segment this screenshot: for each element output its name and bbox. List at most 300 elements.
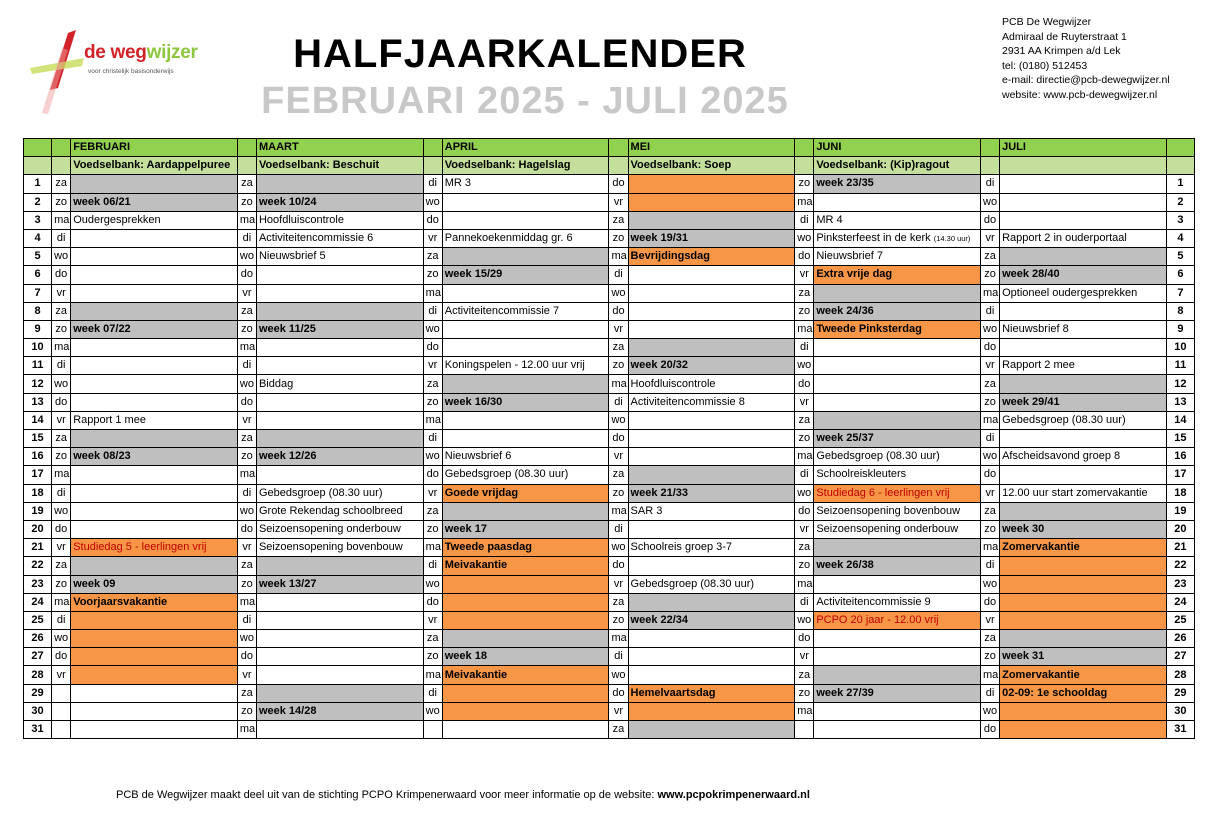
weekday-abbr: [52, 684, 71, 702]
weekday-abbr: za: [609, 339, 628, 357]
weekday-abbr: di: [795, 593, 814, 611]
weekday-abbr: do: [423, 466, 442, 484]
weekday-abbr: vr: [609, 702, 628, 720]
day-row: [24, 193, 1195, 211]
weekday-abbr: vr: [981, 484, 1000, 502]
day-number: 22: [24, 557, 52, 575]
event-cell: week 07/22: [71, 320, 238, 338]
day-number: 29: [24, 684, 52, 702]
empty-cell: [256, 339, 423, 357]
weekday-abbr: do: [981, 339, 1000, 357]
empty-cell: [628, 430, 795, 448]
weekday-abbr: ma: [981, 539, 1000, 557]
page-subtitle: FEBRUARI 2025 - JULI 2025: [261, 80, 789, 122]
day-row: [24, 520, 1195, 538]
foodbank-label: [1000, 157, 1167, 175]
empty-cell: [71, 430, 238, 448]
empty-cell: [628, 648, 795, 666]
weekday-abbr: di: [423, 557, 442, 575]
weekday-abbr: di: [52, 484, 71, 502]
empty-cell: [628, 466, 795, 484]
weekday-abbr: wo: [52, 502, 71, 520]
empty-cell: [442, 375, 609, 393]
day-number: 8: [24, 302, 52, 320]
empty-cell: [814, 339, 981, 357]
weekday-abbr: zo: [52, 575, 71, 593]
event-cell: week 20/32: [628, 357, 795, 375]
weekday-abbr: do: [609, 175, 628, 193]
event-cell: SAR 3: [628, 502, 795, 520]
day-row: [24, 448, 1195, 466]
day-number: 18: [24, 484, 52, 502]
header-spacer: [423, 157, 442, 175]
day-number: 11: [24, 357, 52, 375]
event-time-note: (14.30 uur): [933, 234, 971, 244]
weekday-abbr: wo: [795, 229, 814, 247]
weekday-abbr: di: [981, 684, 1000, 702]
empty-cell: [814, 375, 981, 393]
day-number: 15: [24, 430, 52, 448]
empty-cell: [1000, 375, 1167, 393]
event-cell: week 22/34: [628, 611, 795, 629]
weekday-abbr: vr: [423, 484, 442, 502]
weekday-abbr: wo: [981, 193, 1000, 211]
empty-cell: [1000, 593, 1167, 611]
empty-cell: [1000, 630, 1167, 648]
foodbank-label: Voedselbank: Beschuit: [256, 157, 423, 175]
event-cell: Afscheidsavond groep 8: [1000, 448, 1167, 466]
day-number-right: 2: [1166, 193, 1194, 211]
day-row: [24, 229, 1195, 247]
event-cell: week 27/39: [814, 684, 981, 702]
event-cell: Voorjaarsvakantie: [71, 593, 238, 611]
event-cell: Hoofdluiscontrole: [256, 211, 423, 229]
footer-link[interactable]: www.pcpokrimpenerwaard.nl: [657, 789, 810, 801]
weekday-abbr: vr: [52, 539, 71, 557]
weekday-abbr: do: [609, 430, 628, 448]
weekday-abbr: zo: [237, 448, 256, 466]
empty-cell: [256, 430, 423, 448]
weekday-abbr: vr: [795, 266, 814, 284]
weekday-abbr: ma: [609, 630, 628, 648]
day-number-right: 31: [1166, 721, 1194, 739]
weekday-abbr: ma: [423, 284, 442, 302]
weekday-abbr: ma: [795, 193, 814, 211]
day-number-right: 5: [1166, 248, 1194, 266]
weekday-abbr: di: [237, 484, 256, 502]
month-header-row: [24, 139, 1195, 157]
weekday-abbr: vr: [423, 357, 442, 375]
event-cell: Rapport 1 mee: [71, 411, 238, 429]
day-number: 7: [24, 284, 52, 302]
empty-cell: [256, 648, 423, 666]
weekday-abbr: wo: [237, 630, 256, 648]
weekday-abbr: ma: [237, 721, 256, 739]
calendar-table: [23, 138, 1195, 739]
event-cell: Nieuwsbrief 8: [1000, 320, 1167, 338]
header-spacer: [795, 157, 814, 175]
empty-cell: [256, 630, 423, 648]
event-cell: week 17: [442, 520, 609, 538]
empty-cell: [814, 411, 981, 429]
weekday-abbr: zo: [52, 320, 71, 338]
day-number-right: 22: [1166, 557, 1194, 575]
day-number-right: 9: [1166, 320, 1194, 338]
event-cell: week 16/30: [442, 393, 609, 411]
weekday-abbr: do: [52, 648, 71, 666]
weekday-abbr: di: [423, 430, 442, 448]
month-header: JUNI: [814, 139, 981, 157]
weekday-abbr: za: [237, 175, 256, 193]
contact-line: tel: (0180) 512453: [1002, 59, 1088, 72]
header-spacer: [52, 157, 71, 175]
day-number: 6: [24, 266, 52, 284]
empty-cell: [442, 721, 609, 739]
day-number-right: 8: [1166, 302, 1194, 320]
event-cell: MR 4: [814, 211, 981, 229]
weekday-abbr: za: [52, 430, 71, 448]
month-header: FEBRUARI: [71, 139, 238, 157]
weekday-abbr: ma: [981, 411, 1000, 429]
weekday-abbr: zo: [981, 266, 1000, 284]
event-cell: week 30: [1000, 520, 1167, 538]
day-number-right: 29: [1166, 684, 1194, 702]
empty-cell: [71, 721, 238, 739]
event-cell: Hoofdluiscontrole: [628, 375, 795, 393]
weekday-abbr: di: [981, 557, 1000, 575]
event-cell: week 31: [1000, 648, 1167, 666]
empty-cell: [442, 702, 609, 720]
day-number-right: 30: [1166, 702, 1194, 720]
header-spacer: [981, 157, 1000, 175]
empty-cell: [1000, 193, 1167, 211]
event-cell: week 26/38: [814, 557, 981, 575]
empty-cell: [71, 611, 238, 629]
day-number: 4: [24, 229, 52, 247]
day-row: [24, 484, 1195, 502]
weekday-abbr: zo: [52, 193, 71, 211]
weekday-abbr: ma: [795, 448, 814, 466]
header-spacer: [795, 139, 814, 157]
weekday-abbr: wo: [52, 375, 71, 393]
weekday-abbr: ma: [795, 702, 814, 720]
day-number-right: 28: [1166, 666, 1194, 684]
day-number-right: 3: [1166, 211, 1194, 229]
weekday-abbr: do: [237, 266, 256, 284]
event-cell: Oudergesprekken: [71, 211, 238, 229]
weekday-abbr: zo: [795, 684, 814, 702]
event-cell: MR 3: [442, 175, 609, 193]
event-cell: week 08/23: [71, 448, 238, 466]
event-cell: Extra vrije dag: [814, 266, 981, 284]
empty-cell: [442, 575, 609, 593]
contact-block: [1002, 15, 1170, 103]
weekday-abbr: di: [237, 229, 256, 247]
weekday-abbr: di: [237, 357, 256, 375]
empty-cell: [256, 557, 423, 575]
header-corner: [1166, 157, 1194, 175]
weekday-abbr: ma: [795, 575, 814, 593]
day-number-right: 4: [1166, 229, 1194, 247]
day-number-right: 1: [1166, 175, 1194, 193]
event-cell: Seizoensopening bovenbouw: [256, 539, 423, 557]
weekday-abbr: do: [237, 648, 256, 666]
weekday-abbr: do: [237, 520, 256, 538]
event-cell: week 10/24: [256, 193, 423, 211]
weekday-abbr: do: [423, 593, 442, 611]
event-cell: Rapport 2 mee: [1000, 357, 1167, 375]
empty-cell: [256, 175, 423, 193]
empty-cell: [71, 520, 238, 538]
weekday-abbr: ma: [423, 411, 442, 429]
day-number-right: 21: [1166, 539, 1194, 557]
day-row: [24, 175, 1195, 193]
weekday-abbr: wo: [795, 611, 814, 629]
header-spacer: [609, 139, 628, 157]
logo-tagline: voor christelijk basisonderwijs: [88, 68, 174, 75]
event-cell: week 06/21: [71, 193, 238, 211]
weekday-abbr: do: [52, 266, 71, 284]
weekday-abbr: di: [609, 266, 628, 284]
empty-cell: [256, 666, 423, 684]
weekday-abbr: zo: [795, 557, 814, 575]
weekday-abbr: di: [52, 611, 71, 629]
weekday-abbr: vr: [423, 611, 442, 629]
logo-brand: de wegwijzer: [84, 42, 198, 63]
empty-cell: [628, 211, 795, 229]
day-number: 21: [24, 539, 52, 557]
event-cell: Activiteitencommissie 9: [814, 593, 981, 611]
weekday-abbr: ma: [237, 466, 256, 484]
day-row: [24, 702, 1195, 720]
weekday-abbr: di: [609, 648, 628, 666]
weekday-abbr: zo: [423, 393, 442, 411]
empty-cell: [442, 502, 609, 520]
event-cell: Gebedsgroep (08.30 uur): [442, 466, 609, 484]
weekday-abbr: vr: [52, 666, 71, 684]
weekday-abbr: za: [237, 684, 256, 702]
empty-cell: [628, 448, 795, 466]
event-cell: Schoolreis groep 3-7: [628, 539, 795, 557]
event-cell: week 29/41: [1000, 393, 1167, 411]
event-cell: Nieuwsbrief 6: [442, 448, 609, 466]
empty-cell: [256, 721, 423, 739]
weekday-abbr: za: [795, 284, 814, 302]
day-number: 5: [24, 248, 52, 266]
empty-cell: [1000, 502, 1167, 520]
weekday-abbr: wo: [423, 575, 442, 593]
empty-cell: [71, 393, 238, 411]
empty-cell: [628, 175, 795, 193]
weekday-abbr: ma: [237, 211, 256, 229]
header-spacer: [423, 139, 442, 157]
weekday-abbr: za: [52, 557, 71, 575]
event-cell: week 25/37: [814, 430, 981, 448]
day-number-right: 20: [1166, 520, 1194, 538]
empty-cell: [814, 666, 981, 684]
event-cell: Zomervakantie: [1000, 539, 1167, 557]
contact-line: Admiraal de Ruyterstraat 1: [1002, 30, 1127, 43]
weekday-abbr: zo: [423, 648, 442, 666]
weekday-abbr: di: [795, 211, 814, 229]
day-row: [24, 393, 1195, 411]
day-row: [24, 630, 1195, 648]
day-row: [24, 357, 1195, 375]
weekday-abbr: zo: [237, 702, 256, 720]
event-cell: week 15/29: [442, 266, 609, 284]
day-number: 10: [24, 339, 52, 357]
empty-cell: [71, 375, 238, 393]
day-number: 26: [24, 630, 52, 648]
day-number: 30: [24, 702, 52, 720]
day-number: 28: [24, 666, 52, 684]
empty-cell: [71, 684, 238, 702]
empty-cell: [71, 339, 238, 357]
event-cell: Seizoensopening onderbouw: [256, 520, 423, 538]
event-cell: Grote Rekendag schoolbreed: [256, 502, 423, 520]
weekday-abbr: do: [795, 630, 814, 648]
empty-cell: [442, 411, 609, 429]
weekday-abbr: za: [609, 593, 628, 611]
weekday-abbr: zo: [423, 266, 442, 284]
weekday-abbr: wo: [423, 448, 442, 466]
weekday-abbr: vr: [237, 539, 256, 557]
weekday-abbr: za: [981, 375, 1000, 393]
empty-cell: [442, 630, 609, 648]
weekday-abbr: [52, 702, 71, 720]
day-row: [24, 666, 1195, 684]
event-cell: Gebedsgroep (08.30 uur): [256, 484, 423, 502]
day-number-right: 18: [1166, 484, 1194, 502]
logo-swoosh-icon: [28, 28, 88, 118]
empty-cell: [1000, 466, 1167, 484]
weekday-abbr: wo: [52, 248, 71, 266]
weekday-abbr: vr: [52, 411, 71, 429]
month-header: MEI: [628, 139, 795, 157]
event-cell: Tweede paasdag: [442, 539, 609, 557]
day-row: [24, 575, 1195, 593]
day-row: [24, 648, 1195, 666]
weekday-abbr: zo: [237, 193, 256, 211]
empty-cell: [1000, 611, 1167, 629]
page-title: HALFJAARKALENDER: [293, 32, 747, 76]
event-cell: Nieuwsbrief 5: [256, 248, 423, 266]
event-cell: Studiedag 6 - leerlingen vrij: [814, 484, 981, 502]
weekday-abbr: vr: [795, 648, 814, 666]
header-corner: [24, 157, 52, 175]
empty-cell: [1000, 302, 1167, 320]
weekday-abbr: do: [795, 375, 814, 393]
day-number: 9: [24, 320, 52, 338]
event-cell: Optioneel oudergesprekken: [1000, 284, 1167, 302]
event-cell: Hemelvaartsdag: [628, 684, 795, 702]
empty-cell: [442, 339, 609, 357]
weekday-abbr: di: [423, 684, 442, 702]
day-row: [24, 502, 1195, 520]
weekday-abbr: ma: [423, 539, 442, 557]
empty-cell: [1000, 175, 1167, 193]
event-cell: Meivakantie: [442, 557, 609, 575]
weekday-abbr: wo: [981, 320, 1000, 338]
day-number-right: 11: [1166, 357, 1194, 375]
empty-cell: [71, 175, 238, 193]
event-cell: week 28/40: [1000, 266, 1167, 284]
empty-cell: [71, 502, 238, 520]
day-number-right: 17: [1166, 466, 1194, 484]
weekday-abbr: wo: [981, 448, 1000, 466]
empty-cell: [814, 630, 981, 648]
weekday-abbr: ma: [423, 666, 442, 684]
foodbank-label: Voedselbank: Hagelslag: [442, 157, 609, 175]
weekday-abbr: di: [609, 520, 628, 538]
weekday-abbr: di: [52, 229, 71, 247]
weekday-abbr: di: [981, 430, 1000, 448]
empty-cell: [442, 593, 609, 611]
day-number: 27: [24, 648, 52, 666]
weekday-abbr: zo: [52, 448, 71, 466]
event-cell: week 18: [442, 648, 609, 666]
day-number-right: 6: [1166, 266, 1194, 284]
weekday-abbr: do: [423, 211, 442, 229]
empty-cell: [814, 648, 981, 666]
weekday-abbr: za: [609, 466, 628, 484]
weekday-abbr: wo: [609, 666, 628, 684]
day-row: [24, 211, 1195, 229]
day-number-right: 15: [1166, 430, 1194, 448]
day-number: 19: [24, 502, 52, 520]
weekday-abbr: zo: [609, 229, 628, 247]
foodbank-label: Voedselbank: (Kip)ragout: [814, 157, 981, 175]
empty-cell: [71, 630, 238, 648]
empty-cell: [628, 411, 795, 429]
weekday-abbr: di: [237, 611, 256, 629]
day-row: [24, 430, 1195, 448]
weekday-abbr: do: [52, 520, 71, 538]
month-header: JULI: [1000, 139, 1167, 157]
empty-cell: [814, 702, 981, 720]
weekday-abbr: do: [981, 721, 1000, 739]
empty-cell: [814, 357, 981, 375]
weekday-abbr: zo: [237, 575, 256, 593]
day-row: [24, 611, 1195, 629]
weekday-abbr: ma: [981, 666, 1000, 684]
weekday-abbr: [795, 721, 814, 739]
weekday-abbr: wo: [795, 357, 814, 375]
day-row: [24, 248, 1195, 266]
empty-cell: [71, 666, 238, 684]
day-number-right: 27: [1166, 648, 1194, 666]
day-number-right: 19: [1166, 502, 1194, 520]
empty-cell: [256, 684, 423, 702]
weekday-abbr: vr: [795, 393, 814, 411]
event-cell: Studiedag 5 - leerlingen vrij: [71, 539, 238, 557]
day-number: 3: [24, 211, 52, 229]
weekday-abbr: za: [981, 630, 1000, 648]
weekday-abbr: di: [981, 302, 1000, 320]
event-cell: Goede vrijdag: [442, 484, 609, 502]
day-number: 20: [24, 520, 52, 538]
weekday-abbr: do: [981, 466, 1000, 484]
empty-cell: [256, 411, 423, 429]
empty-cell: [628, 666, 795, 684]
weekday-abbr: di: [423, 302, 442, 320]
day-number: 23: [24, 575, 52, 593]
weekday-abbr: vr: [795, 520, 814, 538]
empty-cell: [71, 702, 238, 720]
weekday-abbr: wo: [423, 702, 442, 720]
weekday-abbr: ma: [52, 211, 71, 229]
empty-cell: [814, 284, 981, 302]
